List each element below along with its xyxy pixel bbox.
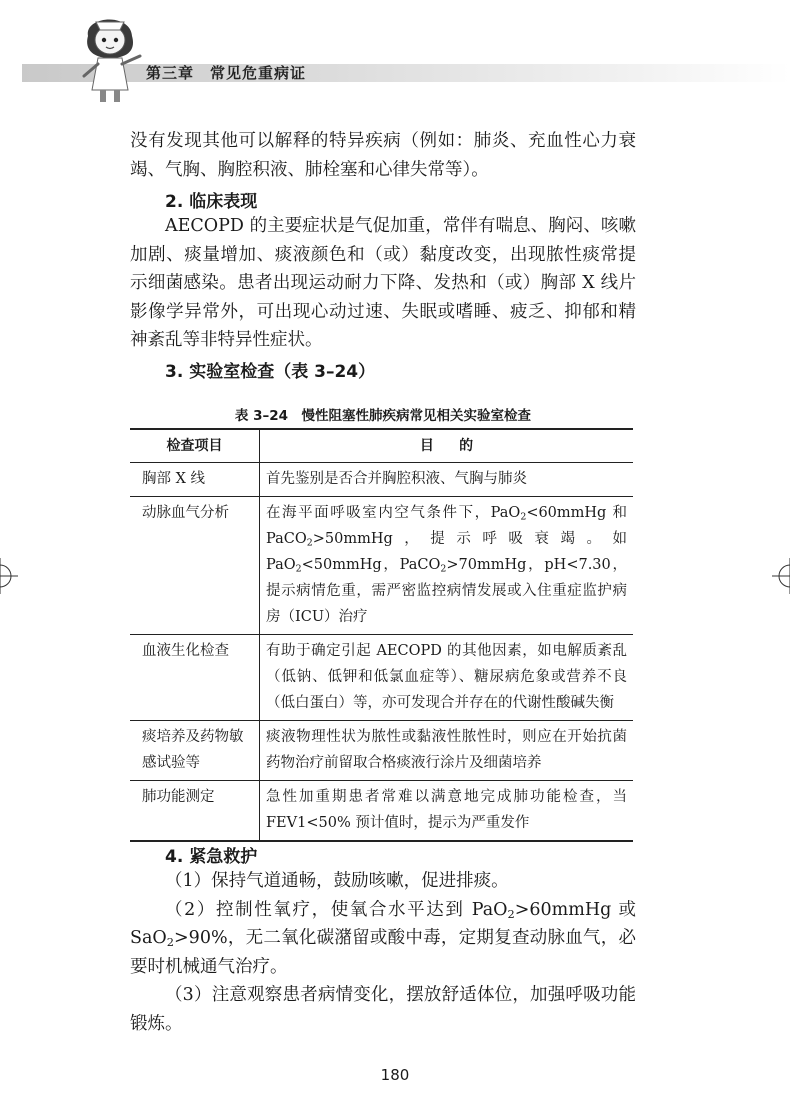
cell-purpose: 在海平面呼吸室内空气条件下，PaO$_2$<60mmHg 和 PaCO$_2$>50mmHg，提示呼吸衰竭。如 PaO$_2$<50mmHg，PaCO$_2$>70mmHg，pH<7.30，提示病情危重，需严密监控病情发展或入住重症监护病房（ICU）治疗 [260,497,634,635]
nursing-item-1: （1）保持气道通畅，鼓励咳嗽，促进排痰。 [165,871,509,891]
page-number: 180 [380,1066,410,1084]
cell-item: 血液生化检查 [130,635,260,721]
cell-item: 肺功能测定 [130,781,260,842]
lab-test-table [130,428,633,842]
table-row [130,781,633,842]
paragraph-continued: 没有发现其他可以解释的特异疾病（例如：肺炎、充血性心力衰竭、气胸、胸腔积液、肺栓塞和心律失常等）。 [130,131,636,180]
column-header-item: 检查项目 [130,429,260,463]
cell-item: 痰培养及药物敏感试验等 [130,721,260,781]
paragraph-clinical: AECOPD 的主要症状是气促加重，常伴有喘息、胸闷、咳嗽加剧、痰量增加、痰液颜色和（或）黏度改变，出现脓性痰常提示细菌感染。患者出现运动耐力下降、发热和（或）胸部 X 线片影像学异常外，可出现心动过速、失眠或嗜睡、疲乏、抑郁和精神紊乱等非特异性症状。 [130,216,636,350]
section-heading-clinical: 2. 临床表现 [165,192,258,212]
cell-purpose: 首先鉴别是否合并胸腔积液、气胸与肺炎 [260,463,634,497]
table-row [130,497,633,635]
cell-item: 动脉血气分析 [130,497,260,635]
nursing-list [130,867,636,1038]
nurse-mascot-icon [70,6,150,106]
registration-mark-icon [772,558,790,594]
table-caption: 表 3–24 慢性阻塞性肺疾病常见相关实验室检查 [234,408,532,424]
table-row [130,721,633,781]
cell-purpose: 急性加重期患者常难以满意地完成肺功能检查，当 FEV1<50% 预计值时，提示为严重发作 [260,781,634,842]
nursing-item-3: （3）注意观察患者病情变化，摆放舒适体位，加强呼吸功能锻炼。 [130,985,636,1034]
column-header-purpose: 目的 [260,429,634,463]
cell-item: 胸部 X 线 [130,463,260,497]
cell-purpose: 有助于确定引起 AECOPD 的其他因素，如电解质紊乱（低钠、低钾和低氯血症等）、糖尿病危象或营养不良（低白蛋白）等，亦可发现合并存在的代谢性酸碱失衡 [260,635,634,721]
section-heading-emergency: 4. 紧急救护 [165,847,258,867]
table-header-row [130,429,633,463]
cell-purpose: 痰液物理性状为脓性或黏液性脓性时，则应在开始抗菌药物治疗前留取合格痰液行涂片及细菌培养 [260,721,634,781]
table-row [130,463,633,497]
table-row [130,635,633,721]
registration-mark-icon [0,558,18,594]
nursing-item-2: （2）控制性氧疗，使氧合水平达到 PaO$_2$>60mmHg 或 SaO$_2$>90%，无二氧化碳潴留或酸中毒，定期复查动脉血气，必要时机械通气治疗。 [130,899,636,977]
section-heading-lab: 3. 实验室检查（表 3–24） [165,362,376,382]
chapter-title: 第三章 常见危重病证 [146,64,307,82]
